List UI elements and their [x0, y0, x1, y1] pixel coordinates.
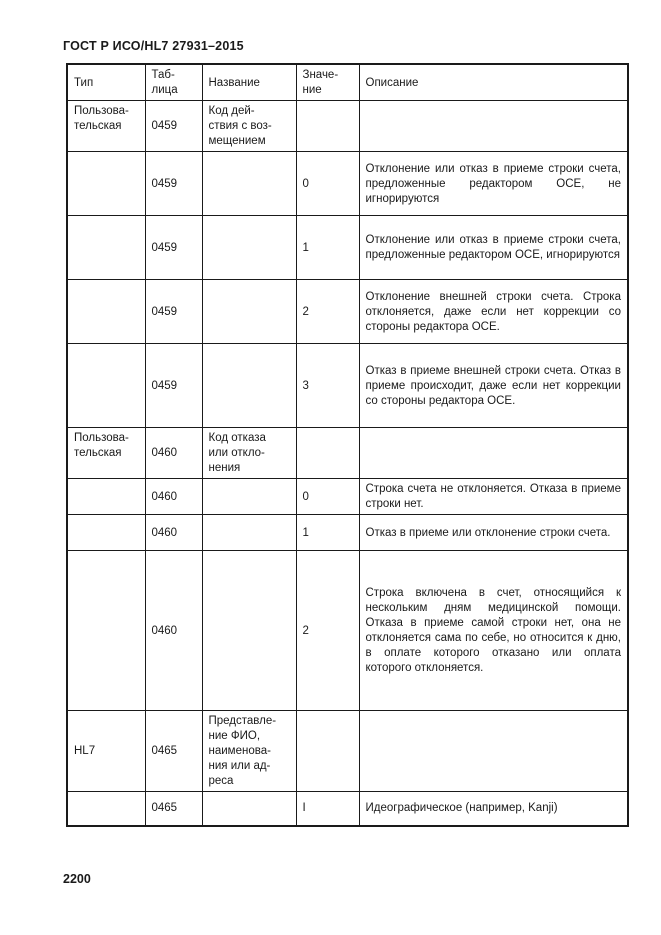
- cell-value: I: [296, 792, 359, 826]
- cell-description: [359, 711, 628, 792]
- table-row: [67, 515, 628, 551]
- document-header: ГОСТ Р ИСО/HL7 27931–2015: [63, 39, 244, 53]
- table-header-row: [67, 64, 628, 101]
- cell-name: Код отказа или откло- нения: [202, 428, 296, 479]
- cell-value: 2: [296, 280, 359, 344]
- cell-type: Пользова- тельская: [67, 101, 145, 152]
- table-row: [67, 711, 628, 792]
- table-row: [67, 101, 628, 152]
- cell-name: [202, 216, 296, 280]
- cell-type: HL7: [67, 711, 145, 792]
- cell-type: [67, 344, 145, 428]
- cell-table: 0460: [145, 515, 202, 551]
- cell-type: [67, 792, 145, 826]
- cell-name: [202, 792, 296, 826]
- cell-table: 0459: [145, 280, 202, 344]
- cell-table: 0459: [145, 216, 202, 280]
- table-row: [67, 551, 628, 711]
- cell-type: Пользова- тельская: [67, 428, 145, 479]
- cell-name: [202, 280, 296, 344]
- table-row: [67, 280, 628, 344]
- cell-value: 1: [296, 515, 359, 551]
- cell-value: 0: [296, 479, 359, 515]
- column-header-type: Тип: [67, 64, 145, 101]
- cell-name: [202, 152, 296, 216]
- cell-value: 0: [296, 152, 359, 216]
- cell-type: [67, 216, 145, 280]
- cell-value: [296, 428, 359, 479]
- cell-description: Отказ в приеме внешней строки счета. Отказ в приеме происходит, даже если нет коррекции со стороны редактора ОСЕ.: [359, 344, 628, 428]
- cell-name: [202, 479, 296, 515]
- cell-value: [296, 101, 359, 152]
- table-row: [67, 344, 628, 428]
- cell-description: Строка счета не отклоняется. Отказа в приеме строки нет.: [359, 479, 628, 515]
- cell-description: Строка включена в счет, относящийся к нескольким дням медицинской помощи. Отказа в приеме самой строки нет, она не отклоняется сама по себе, но относится к дню, в оплате которого отказано или оплата которого отклоняется.: [359, 551, 628, 711]
- cell-table: 0460: [145, 428, 202, 479]
- column-header-value: Значе- ние: [296, 64, 359, 101]
- cell-type: [67, 551, 145, 711]
- value-table: [66, 63, 629, 827]
- cell-value: [296, 711, 359, 792]
- cell-value: 3: [296, 344, 359, 428]
- cell-type: [67, 152, 145, 216]
- cell-description: [359, 101, 628, 152]
- cell-value: 1: [296, 216, 359, 280]
- cell-name: Представле- ние ФИО, наименова- ния или ад- реса: [202, 711, 296, 792]
- column-header-table: Таб- лица: [145, 64, 202, 101]
- cell-table: 0460: [145, 551, 202, 711]
- table-row: [67, 428, 628, 479]
- cell-table: 0459: [145, 344, 202, 428]
- cell-type: [67, 280, 145, 344]
- cell-description: Отказ в приеме или отклонение строки счета.: [359, 515, 628, 551]
- cell-table: 0465: [145, 792, 202, 826]
- cell-description: Идеографическое (например, Kanji): [359, 792, 628, 826]
- column-header-name: Название: [202, 64, 296, 101]
- cell-table: 0459: [145, 152, 202, 216]
- cell-name: [202, 344, 296, 428]
- cell-description: [359, 428, 628, 479]
- cell-name: [202, 551, 296, 711]
- cell-name: Код дей- ствия с воз- мещением: [202, 101, 296, 152]
- table-row: [67, 479, 628, 515]
- cell-name: [202, 515, 296, 551]
- cell-type: [67, 479, 145, 515]
- cell-table: 0460: [145, 479, 202, 515]
- cell-value: 2: [296, 551, 359, 711]
- table-row: [67, 792, 628, 826]
- column-header-description: Описание: [359, 64, 628, 101]
- cell-type: [67, 515, 145, 551]
- cell-description: Отклонение или отказ в приеме строки счета, предложенные редактором ОСЕ, игнорируются: [359, 216, 628, 280]
- cell-table: 0459: [145, 101, 202, 152]
- cell-description: Отклонение внешней строки счета. Строка отклоняется, даже если нет коррекции со стороны редактора ОСЕ.: [359, 280, 628, 344]
- table-row: [67, 216, 628, 280]
- table-row: [67, 152, 628, 216]
- cell-table: 0465: [145, 711, 202, 792]
- cell-description: Отклонение или отказ в приеме строки счета, предложенные редактором ОСЕ, не игнорируются: [359, 152, 628, 216]
- page-number: 2200: [63, 872, 91, 886]
